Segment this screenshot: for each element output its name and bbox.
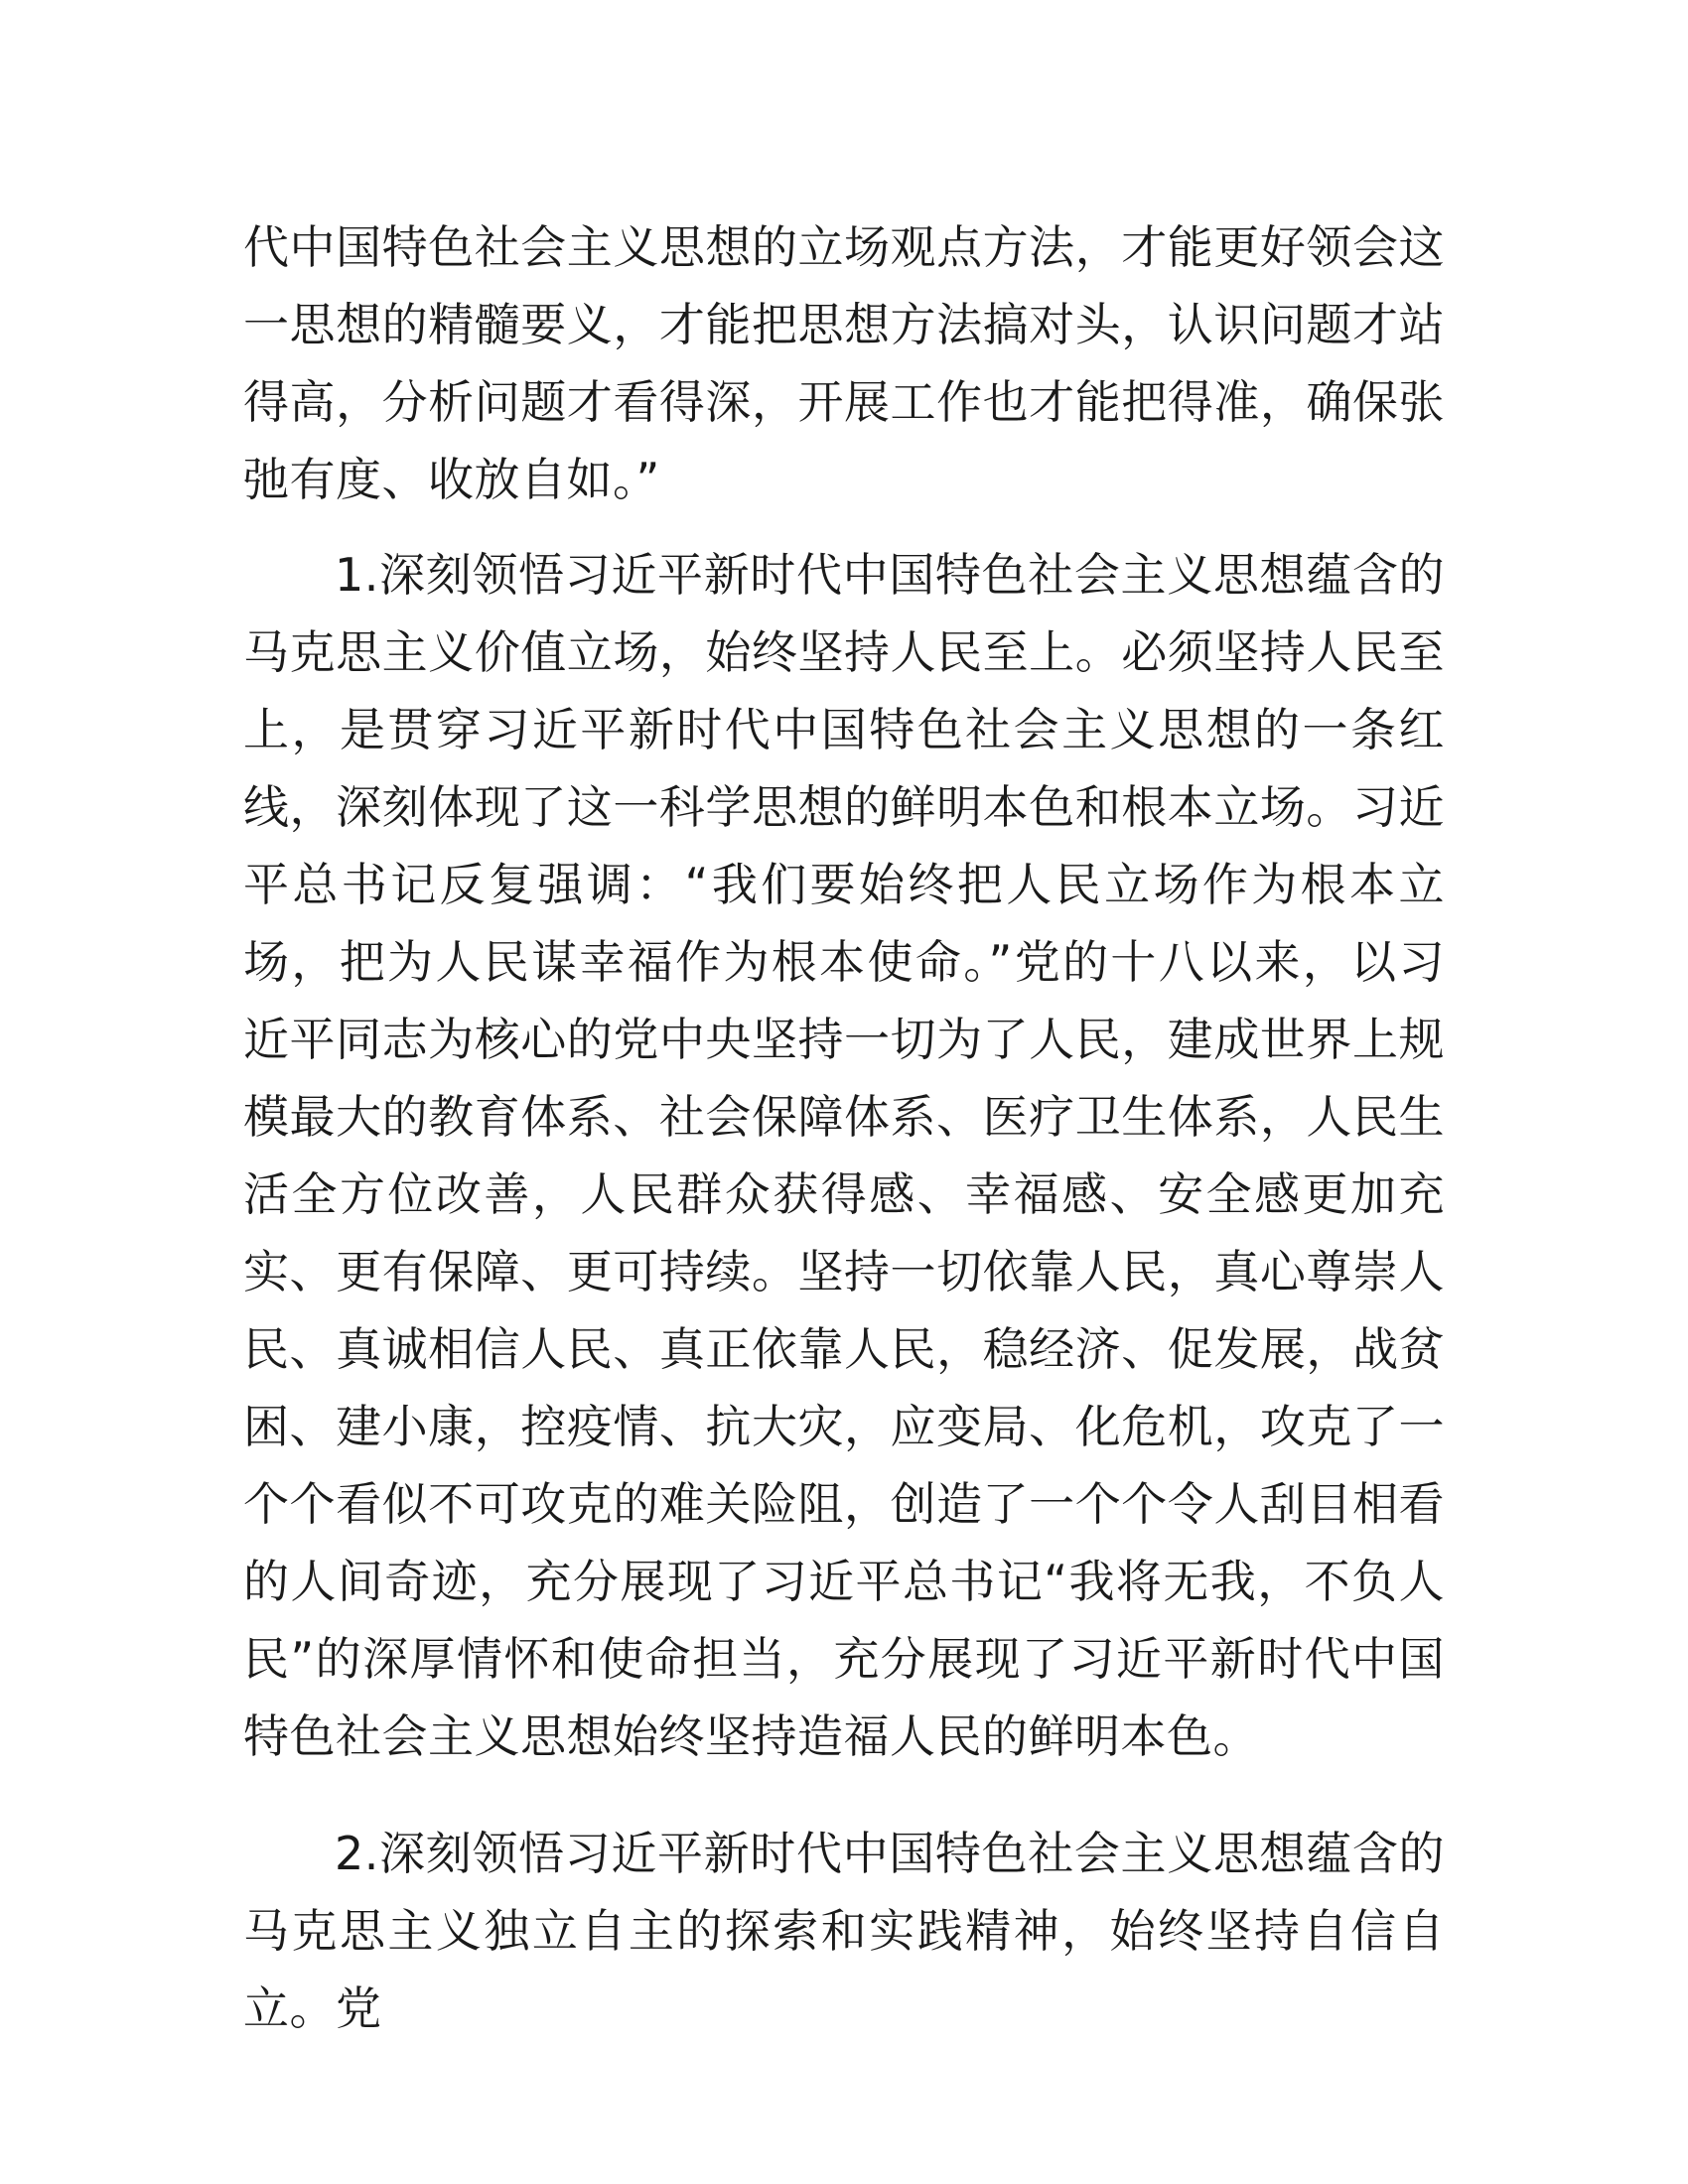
- document-body: [243, 208, 1445, 2047]
- paragraph-item-1: 1.深刻领悟习近平新时代中国特色社会主义思想蕴含的马克思主义价值立场，始终坚持人民至上。必须坚持人民至上，是贯穿习近平新时代中国特色社会主义思想的一条红线，深刻体现了这一科学思想的鲜明本色和根本立场。习近平总书记反复强调：“我们要始终把人民立场作为根本立场，把为人民谋幸福作为根本使命。”党的十八以来，以习近平同志为核心的党中央坚持一切为了人民，建成世界上规模最大的教育体系、社会保障体系、医疗卫生体系，人民生活全方位改善，人民群众获得感、幸福感、安全感更加充实、更有保障、更可持续。坚持一切依靠人民，真心尊崇人民、真诚相信人民、真正依靠人民，稳经济、促发展，战贫困、建小康，控疫情、抗大灾，应变局、化危机，攻克了一个个看似不可攻克的难关险阻，创造了一个个令人刮目相看的人间奇迹，充分展现了习近平总书记“我将无我，不负人民”的深厚情怀和使命担当，充分展现了习近平新时代中国特色社会主义思想始终坚持造福人民的鲜明本色。: [243, 548, 1445, 1763]
- paragraph-item-2: 2.深刻领悟习近平新时代中国特色社会主义思想蕴含的马克思主义独立自主的探索和实践精神，始终坚持自信自立。党: [243, 1827, 1445, 2035]
- paragraph-continuation: 代中国特色社会主义思想的立场观点方法，才能更好领会这一思想的精髓要义，才能把思想方法搞对头，认识问题才站得高，分析问题才看得深，开展工作也才能把得准，确保张弛有度、收放自如。”: [243, 220, 1445, 506]
